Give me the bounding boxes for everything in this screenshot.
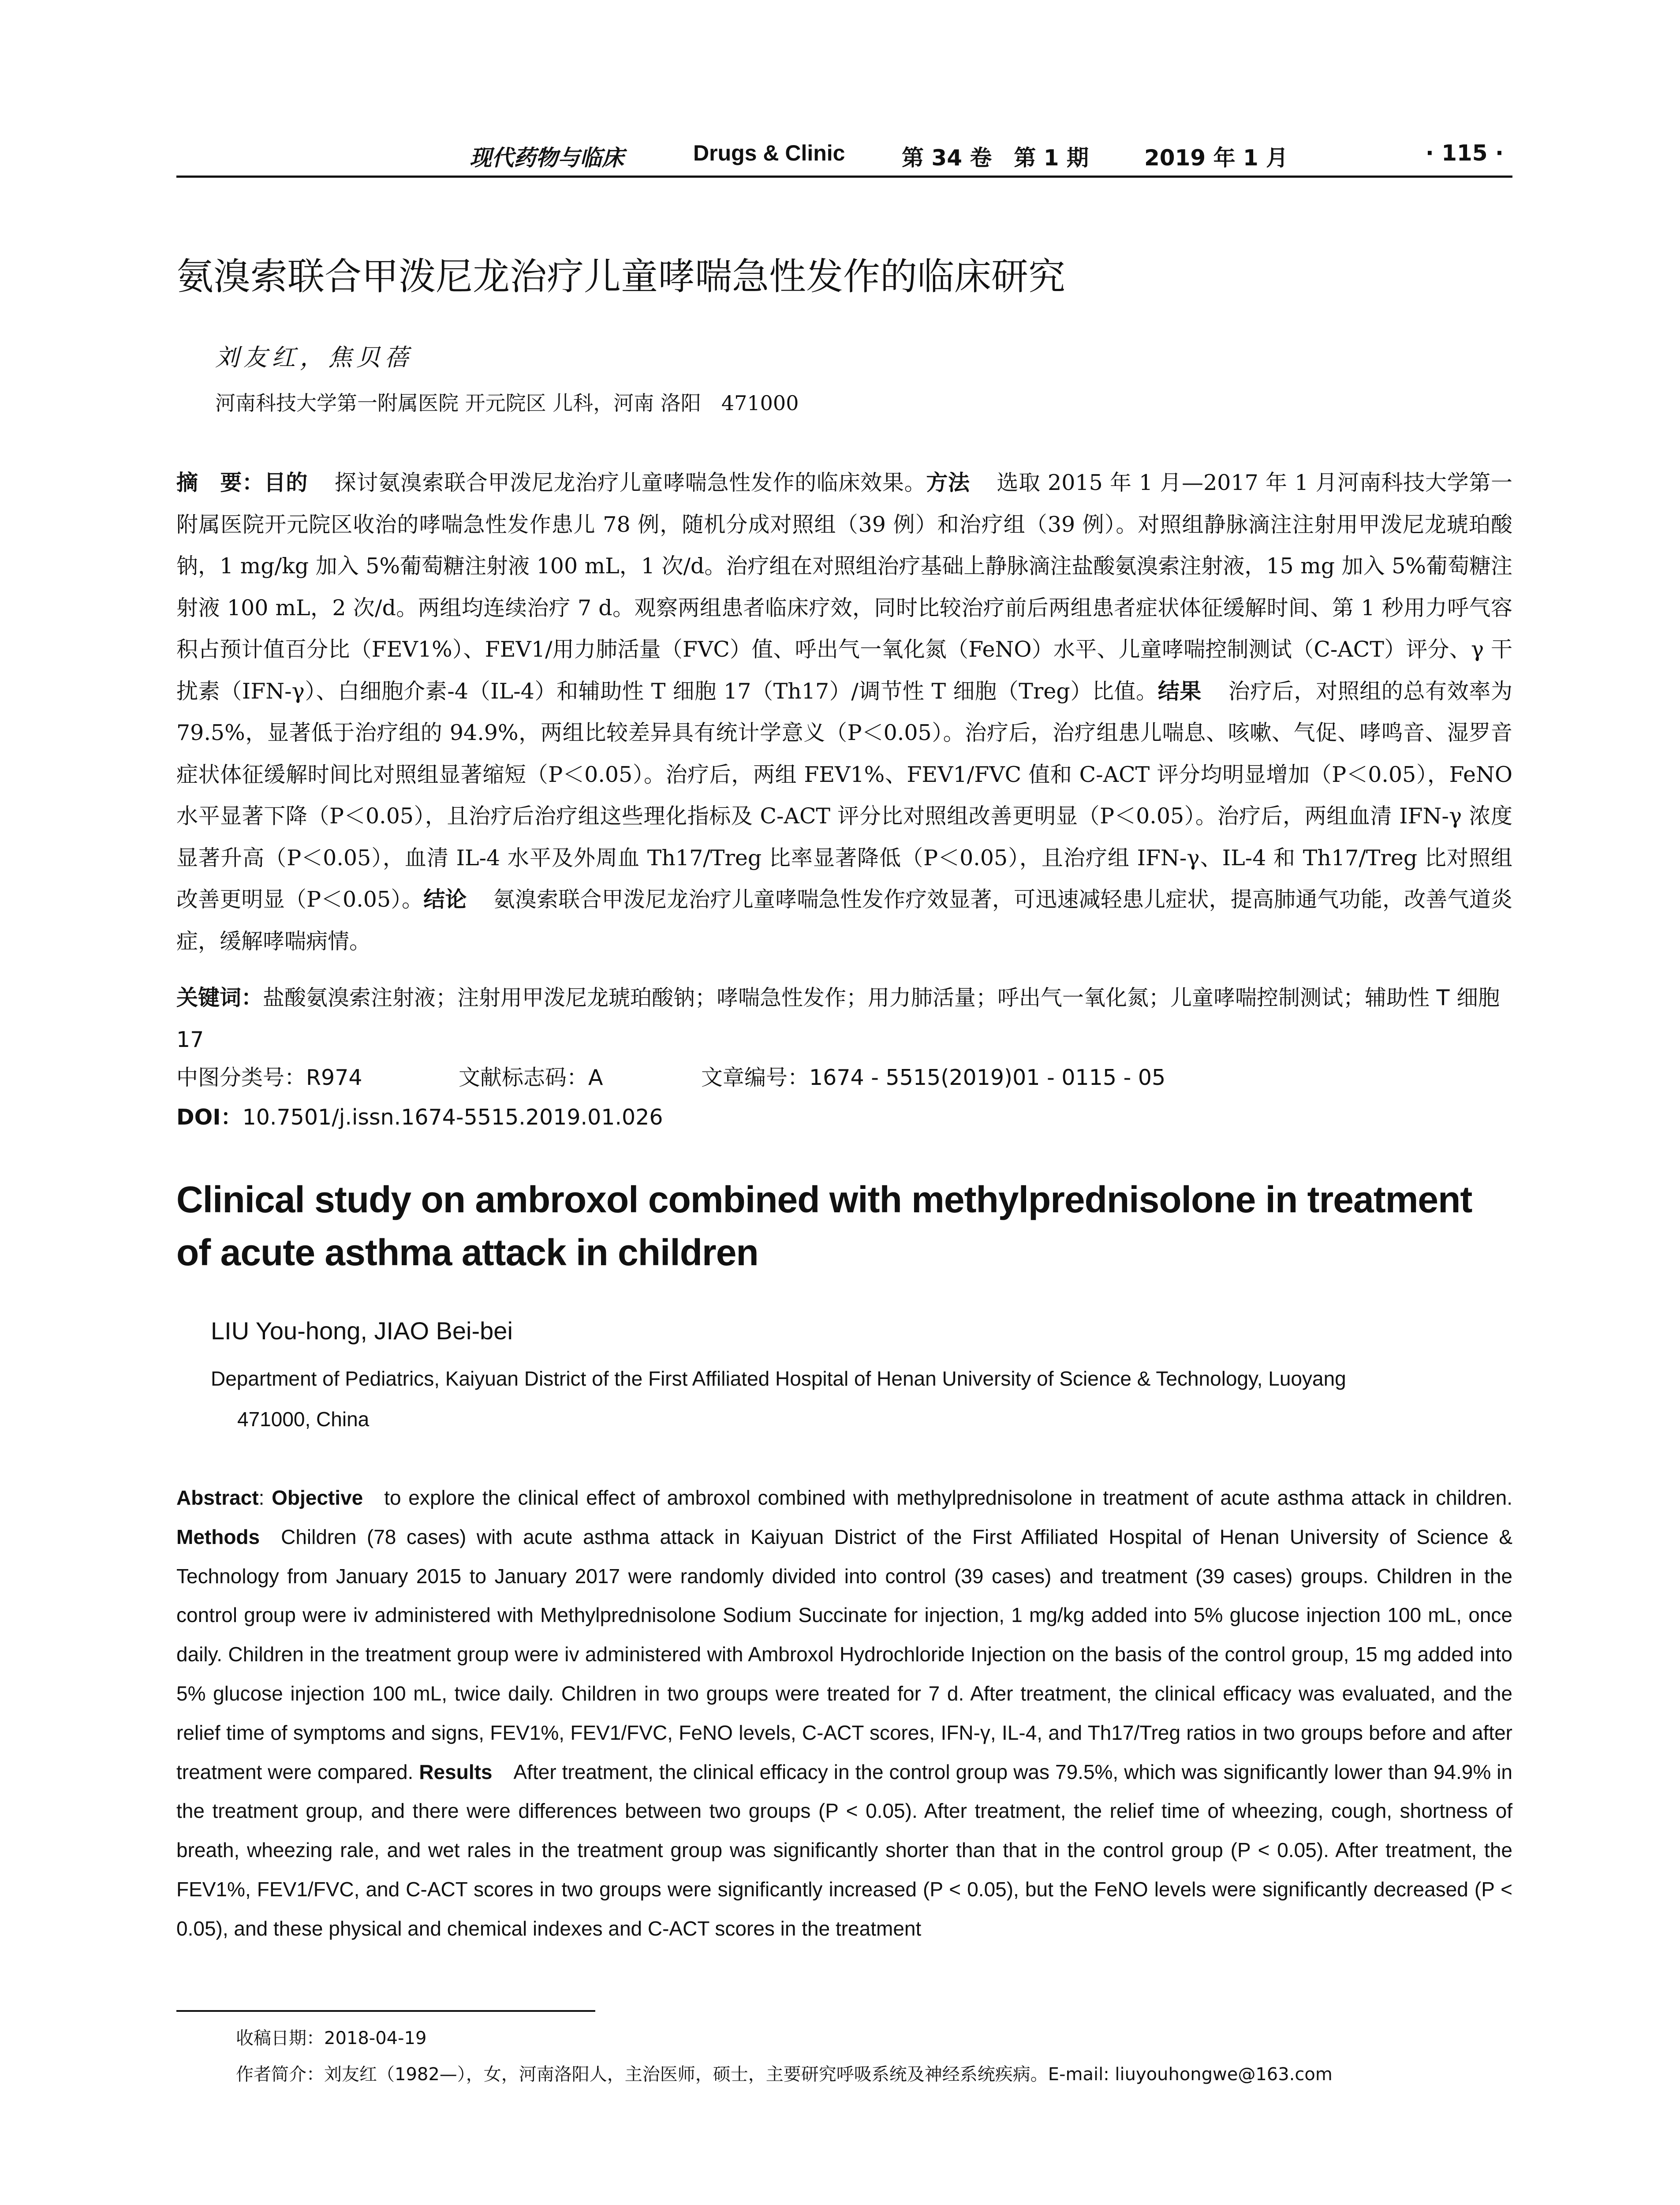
doi-line	[176, 1100, 1512, 1131]
methods-text-cn: 选取 2015 年 1 月—2017 年 1 月河南科技大学第一附属医院开元院区收治的哮喘急性发作患儿 78 例，随机分成对照组（39 例）和治疗组（39 例）。对照组静脉滴注注射用甲泼尼龙琥珀酸钠，1 mg/kg 加入 5%葡萄糖注射液 100 mL，1 次/d。治疗组在对照组治疗基础上静脉滴注盐酸氨溴索注射液，15 mg 加入 5%葡萄糖注射液 100 mL，2 次/d。两组均连续治疗 7 d。观察两组患者临床疗效，同时比较治疗前后两组患者症状体征缓解时间、第 1 秒用力呼气容积占预计值百分比（FEV1%）、FEV1/用力肺活量（FVC）值、呼出气一氧化氮（FeNO）水平、儿童哮喘控制测试（C-ACT）评分、γ 干扰素（IFN-γ）、白细胞介素-4（IL-4）和辅助性 T 细胞 17（Th17）/调节性 T 细胞（Treg）比值。	[176, 470, 1512, 704]
doi-value[interactable]: 10.7501/j.issn.1674-5515.2019.01.026	[242, 1105, 663, 1130]
journal-name-en: Drugs & Clinic	[693, 141, 845, 165]
keywords-cn	[176, 977, 1512, 1061]
footnote-rule	[176, 2010, 595, 2012]
results-label-cn: 结果	[1157, 678, 1202, 704]
affiliation-en	[211, 1358, 1512, 1439]
author-biography: 作者简介：刘友红（1982—），女，河南洛阳人，主治医师，硕士，主要研究呼吸系统及神经系统疾病。E-mail: liuyouhongwe@163.com	[236, 2064, 1333, 2085]
running-header	[176, 140, 1512, 180]
article-title-en: Clinical study on ambroxol combined with methylprednisolone in treatment of acute asthma attack in children	[176, 1179, 1472, 1273]
page-number: · 115 ·	[1425, 140, 1504, 166]
clc-number: 中图分类号：R974	[176, 1065, 362, 1090]
keywords-label-cn: 关键词：	[176, 985, 263, 1010]
authors-en: LIU You-hong, JIAO Bei-bei	[211, 1317, 513, 1345]
abstract-cn	[176, 462, 1512, 962]
methods-label-en: Methods	[176, 1525, 260, 1548]
results-text-cn: 治疗后，对照组的总有效率为 79.5%，显著低于治疗组的 94.9%，两组比较差异具有统计学意义（P＜0.05）。治疗后，治疗组患儿喘息、咳嗽、气促、哮鸣音、湿罗音症状体征缓解时间比对照组显著缩短（P＜0.05）。治疗后，两组 FEV1%、FEV1/FVC 值和 C-ACT 评分均明显增加（P＜0.05），FeNO 水平显著下降（P＜0.05），且治疗后治疗组这些理化指标及 C-ACT 评分比对照组改善更明显（P＜0.05）。治疗后，两组血清 IFN-γ 浓度显著升高（P＜0.05），血清 IL-4 水平及外周血 Th17/Treg 比率显著降低（P＜0.05），且治疗组 IFN-γ、IL-4 和 Th17/Treg 比对照组改善更明显（P＜0.05）。	[176, 678, 1512, 912]
affiliation-en-line1: Department of Pediatrics, Kaiyuan District of the First Affiliated Hospital of Henan University of Science & Technology, Luoyang	[211, 1367, 1346, 1390]
authors-cn: 刘友红，焦贝蓓	[215, 344, 413, 371]
document-code: 文献标志码：A	[459, 1065, 603, 1090]
affiliation-en-line2: 471000, China	[237, 1408, 370, 1431]
results-label-en: Results	[419, 1760, 493, 1783]
objective-text-en: to explore the clinical effect of ambroxol combined with methylprednisolone in treatment of acute asthma attack in children.	[384, 1486, 1512, 1509]
affiliation-cn: 河南科技大学第一附属医院 开元院区 儿科，河南 洛阳 471000	[215, 391, 799, 415]
objective-text-cn: 探讨氨溴索联合甲泼尼龙治疗儿童哮喘急性发作的临床效果。	[334, 470, 926, 495]
article-title-cn: 氨溴索联合甲泼尼龙治疗儿童哮喘急性发作的临床研究	[176, 255, 1066, 298]
volume-issue: 第 34 卷 第 1 期	[902, 145, 1089, 171]
conclusion-label-cn: 结论	[423, 887, 467, 912]
results-text-en: After treatment, the clinical efficacy in the control group was 79.5%, which was significantly lower than 94.9% in the treatment group, and there were differences between two groups (P < 0.05). After treatment, the relief time of wheezing, cough, shortness of breath, wheezing rale, and wet rales in the treatment group was significantly shorter than that in the control group (P < 0.05). After treatment, the FEV1%, FEV1/FVC, and C-ACT scores in two groups were significantly increased (P < 0.05), but the FeNO levels were significantly decreased (P < 0.05), and these physical and chemical indexes and C-ACT scores in the treatment	[176, 1760, 1513, 1940]
methods-label-cn: 方法	[926, 470, 970, 495]
received-date: 收稿日期：2018-04-19	[236, 2028, 427, 2048]
objective-label-cn: 目的	[264, 470, 308, 495]
objective-label-en: Objective	[272, 1486, 363, 1509]
journal-name-cn: 现代药物与临床	[470, 145, 624, 171]
header-rule	[176, 176, 1512, 178]
issue-date: 2019 年 1 月	[1144, 145, 1288, 171]
methods-text-en: Children (78 cases) with acute asthma attack in Kaiyuan District of the First Affiliated Hospital of Henan University of Science & Technology from January 2015 to January 2017 were randomly divided into control (39 cases) and treatment (39 cases) groups. Children in the control group were iv administered with Methylprednisolone Sodium Succinate for injection, 1 mg/kg added into 5% glucose injection 100 mL, once daily. Children in the treatment group were iv administered with Ambroxol Hydrochloride Injection on the basis of the control group, 15 mg added into 5% glucose injection 100 mL, twice daily. Children in two groups were treated for 7 d. After treatment, the clinical efficacy was evaluated, and the relief time of symptoms and signs, FEV1%, FEV1/FVC, FeNO levels, C-ACT scores, IFN-γ, IL-4, and Th17/Treg ratios in two groups before and after treatment were compared.	[176, 1525, 1512, 1783]
abstract-label-cn: 摘 要：	[176, 470, 264, 495]
doi-label: DOI：	[176, 1105, 243, 1130]
article-number: 文章编号：1674 - 5515(2019)01 - 0115 - 05	[701, 1065, 1166, 1090]
conclusion-text-cn: 氨溴索联合甲泼尼龙治疗儿童哮喘急性发作疗效显著，可迅速减轻患儿症状，提高肺通气功能，改善气道炎症，缓解哮喘病情。	[176, 887, 1512, 954]
abstract-label-en: Abstract	[176, 1486, 259, 1509]
keywords-text-cn: 盐酸氨溴索注射液；注射用甲泼尼龙琥珀酸钠；哮喘急性发作；用力肺活量；呼出气一氧化氮；儿童哮喘控制测试；辅助性 T 细胞 17	[176, 985, 1500, 1052]
abstract-en: Abstract: Objective to explore the clinical effect of ambroxol combined with methylprednisolone in treatment of acute asthma attack in children. Methods Children (78 cases) with acute asthma attack in Kaiyuan District of the First Affiliated Hospital of Henan University of Science & Technology from January 2015 to January 2017 were randomly divided into control (39 cases) and treatment (39 cases) groups. Children in the control group were iv administered with Methylprednisolone Sodium Succinate for injection, 1 mg/kg added into 5% glucose injection 100 mL, once daily. Children in the treatment group were iv administered with Ambroxol Hydrochloride Injection on the basis of the control group, 15 mg added into 5% glucose injection 100 mL, twice daily. Children in two groups were treated for 7 d. After treatment, the clinical efficacy was evaluated, and the relief time of symptoms and signs, FEV1%, FEV1/FVC, FeNO levels, C-ACT scores, IFN-γ, IL-4, and Th17/Treg ratios in two groups before and after treatment were compared. Results After treatment, the clinical efficacy in the control group was 79.5%, which was significantly lower than 94.9% in the treatment group, and there were differences between two groups (P < 0.05). After treatment, the relief time of wheezing, cough, shortness of breath, wheezing rale, and wet rales in the treatment group was significantly shorter than that in the control group (P < 0.05). After treatment, the FEV1%, FEV1/FVC, and C-ACT scores in two groups were significantly increased (P < 0.05), but the FeNO levels were significantly decreased (P < 0.05), and these physical and chemical indexes and C-ACT scores in the treatment	[176, 1486, 1513, 1940]
